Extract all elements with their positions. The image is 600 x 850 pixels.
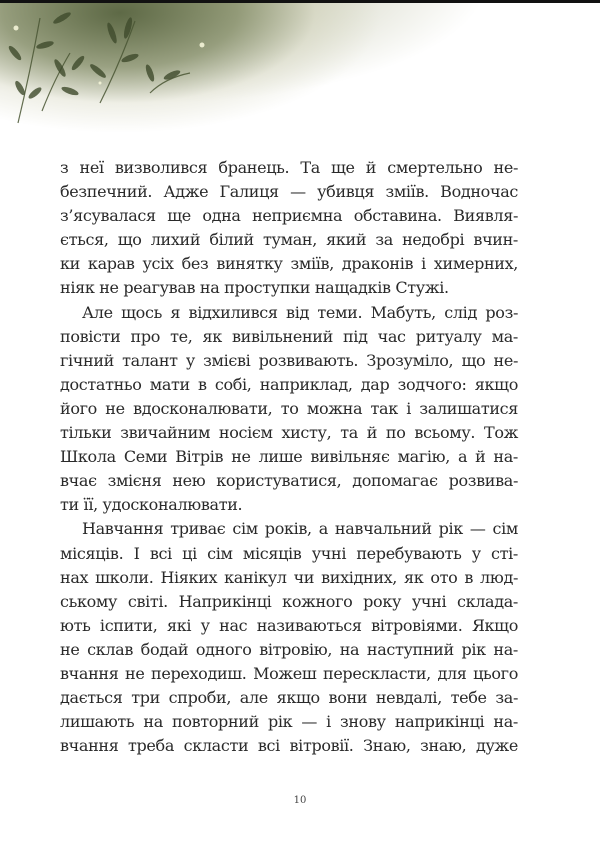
leaves-icon xyxy=(0,3,600,153)
page-number: 10 xyxy=(293,795,307,806)
header-illustration-leaves xyxy=(0,3,600,153)
text-line: лишають на повторний рік — і знову наприкінці на- xyxy=(60,712,518,732)
text-line: ти її, удосконалювати. xyxy=(60,495,243,515)
body-text xyxy=(60,156,518,758)
paragraph xyxy=(60,156,518,301)
text-line: достатньо мати в собі, наприклад, дар зодчого: якщо xyxy=(60,374,518,394)
paragraph xyxy=(60,301,518,518)
text-line: безпечний. Адже Галиця — убивця зміїв. Водночас xyxy=(60,182,518,202)
text-line: вчання не переходиш. Можеш перескласти, для цього xyxy=(60,663,518,683)
text-line: з неї визволився бранець. Та ще й смертельно не- xyxy=(60,158,518,177)
text-line: повісти про те, як вивільнений під час ритуалу ма- xyxy=(60,326,518,346)
text-line: ки карав усіх без винятку зміїв, драконів і химерних, xyxy=(60,254,518,274)
text-line: його не вдосконалювати, то можна так і залишатися xyxy=(60,398,518,418)
text-line: гічний талант у змієві розвивають. Зрозуміло, що не- xyxy=(60,350,518,370)
text-line: з’ясувалася ще одна неприємна обставина. Виявля- xyxy=(60,206,518,226)
text-line: ють іспити, які у нас називаються вітровіями. Якщо xyxy=(60,615,518,635)
text-line: вчає змієня нею користуватися, допомагає розвива- xyxy=(60,471,518,491)
text-line: ється, що лихий білий туман, який за недобрі вчин- xyxy=(60,230,518,250)
text-line: Школа Семи Вітрів не лише вивільняє магію, а й на- xyxy=(60,447,518,467)
text-line: ніяк не реагував на проступки нащадків Стужі. xyxy=(60,278,449,298)
text-line: Але щось я відхилився від теми. Мабуть, слід роз- xyxy=(82,302,518,322)
text-line: вчання треба скласти всі вітровії. Знаю, знаю, дуже xyxy=(60,736,518,756)
text-line: не склав бодай одного вітровію, на наступний рік на- xyxy=(60,639,518,659)
text-line: Навчання триває сім років, а навчальний рік — сім xyxy=(82,519,518,539)
text-line: нах школи. Ніяких канікул чи вихідних, як ото в люд- xyxy=(60,567,518,587)
text-line: ському світі. Наприкінці кожного року учні склада- xyxy=(60,591,518,611)
text-line: тільки звичайним носієм хисту, та й по всьому. Тож xyxy=(60,423,518,443)
paragraph xyxy=(60,517,518,758)
text-line: місяців. І всі ці сім місяців учні перебувають у сті- xyxy=(60,543,518,563)
text-line: дається три спроби, але якщо вони невдалі, тебе за- xyxy=(60,688,518,708)
